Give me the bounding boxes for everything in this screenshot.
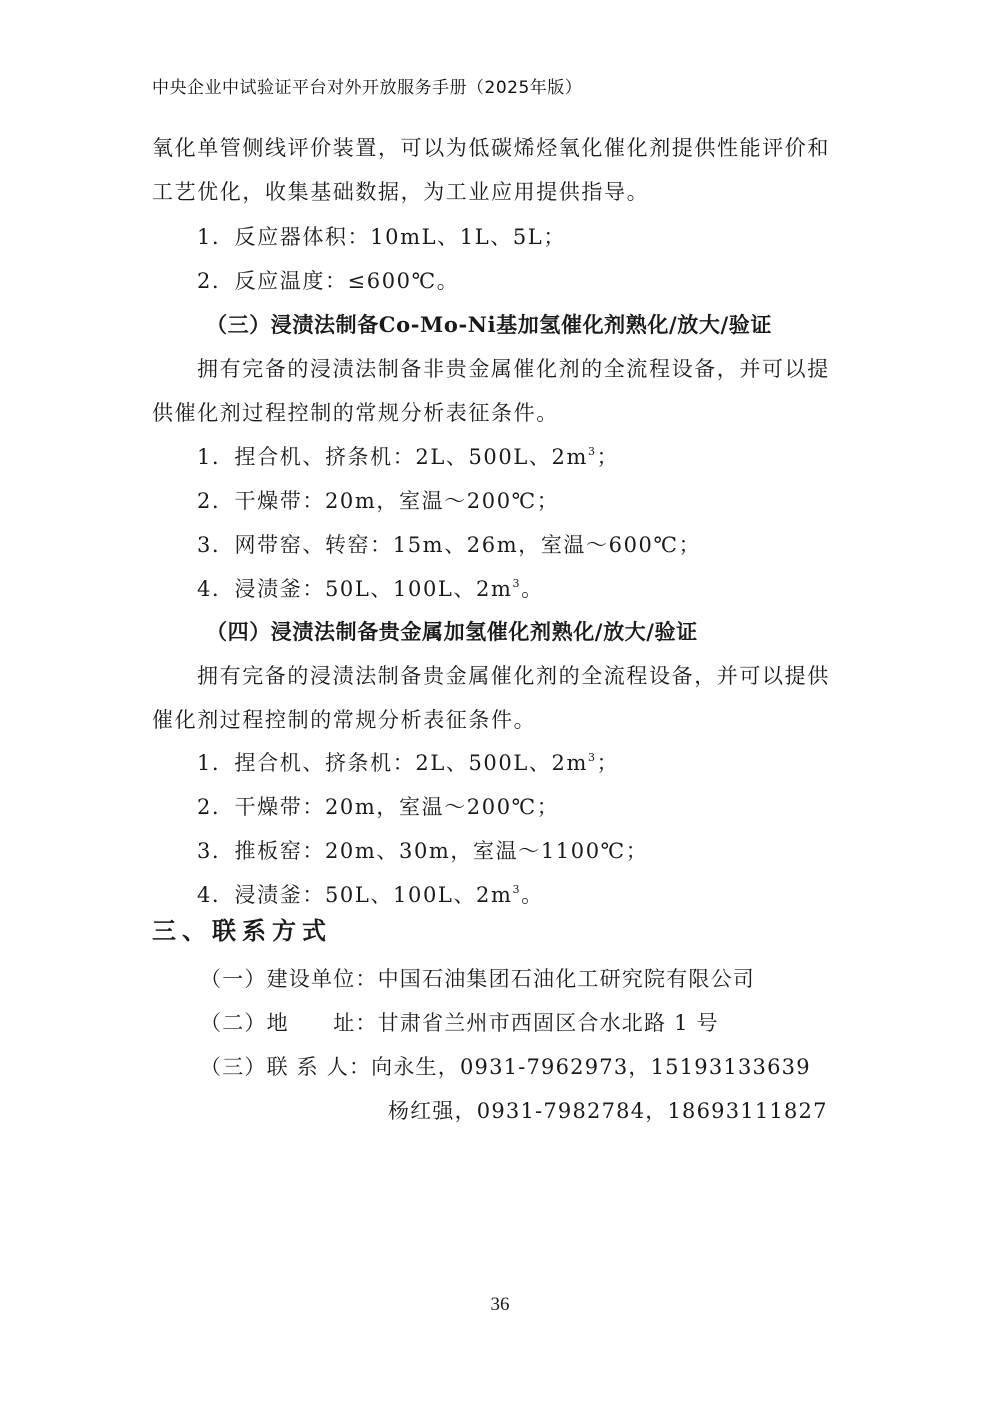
section-3-title: （三）浸渍法制备Co-Mo-Ni基加氢催化剂熟化/放大/验证 xyxy=(206,312,772,337)
contact-builder-label: （一）建设单位： xyxy=(200,967,378,991)
contact-builder-value: 中国石油集团石油化工研究院有限公司 xyxy=(377,967,756,991)
contact-heading: 三、联系方式 xyxy=(152,916,332,945)
section-3-item-3: 3．网带窑、转窑：15m、26m，室温～600℃； xyxy=(197,533,702,557)
superscript-3: 3 xyxy=(512,577,522,590)
contact-address-value: 甘肃省兰州市西固区合水北路 1 号 xyxy=(377,1011,719,1035)
running-header: 中央企业中试验证平台对外开放服务手册（2025年版） xyxy=(152,78,583,98)
section-4-title: （四）浸渍法制备贵金属加氢催化剂熟化/放大/验证 xyxy=(206,619,698,644)
section-3-item-1: 1．捏合机、挤条机：2L、500L、$2m^3$； xyxy=(197,445,620,469)
superscript-3: 3 xyxy=(587,751,597,764)
section-4-item-1: 1．捏合机、挤条机：2L、500L、$2m^3$； xyxy=(197,751,620,775)
intro-item-2: 2．反应温度：≤600℃。 xyxy=(197,269,460,293)
section-3-item-2: 2．干燥带：20m，室温～200℃； xyxy=(197,489,560,513)
section-3-desc-2: 供催化剂过程控制的常规分析表征条件。 xyxy=(152,401,559,425)
superscript-3: 3 xyxy=(587,445,597,458)
intro-line-1: 氧化单管侧线评价装置，可以为低碳烯烃氧化催化剂提供性能评价和 xyxy=(152,136,830,160)
contact-address-label: （二）地 址： xyxy=(200,1011,378,1035)
section-3-item-4: 4．浸渍釜：50L、100L、$2m^3$。 xyxy=(197,577,544,601)
superscript-3: 3 xyxy=(512,883,522,896)
section-4-desc-1: 拥有完备的浸渍法制备贵金属催化剂的全流程设备，并可以提供 xyxy=(197,664,830,688)
section-4-desc-2: 催化剂过程控制的常规分析表征条件。 xyxy=(152,708,537,732)
contact-person-1: 向永生，0931-7962973，15193133639 xyxy=(371,1055,811,1079)
contact-person-label: （三）联 系 人： xyxy=(200,1055,372,1079)
section-4-item-4: 4．浸渍釜：50L、100L、$2m^3$。 xyxy=(197,883,544,907)
contact-builder xyxy=(200,964,755,994)
section-4-item-3: 3．推板窑：20m、30m，室温～1100℃； xyxy=(197,839,649,863)
page-number: 36 xyxy=(490,1294,510,1315)
contact-person xyxy=(200,1052,811,1082)
contact-person-2: 杨红强，0931-7982784，18693111827 xyxy=(388,1099,828,1123)
intro-line-2: 工艺优化，收集基础数据，为工业应用提供指导。 xyxy=(152,180,650,204)
intro-item-1: 1．反应器体积：10mL、1L、5L； xyxy=(197,225,566,249)
section-3-desc-1: 拥有完备的浸渍法制备非贵金属催化剂的全流程设备，并可以提 xyxy=(197,357,830,381)
contact-address xyxy=(200,1008,719,1038)
section-4-item-2: 2．干燥带：20m，室温～200℃； xyxy=(197,795,560,819)
